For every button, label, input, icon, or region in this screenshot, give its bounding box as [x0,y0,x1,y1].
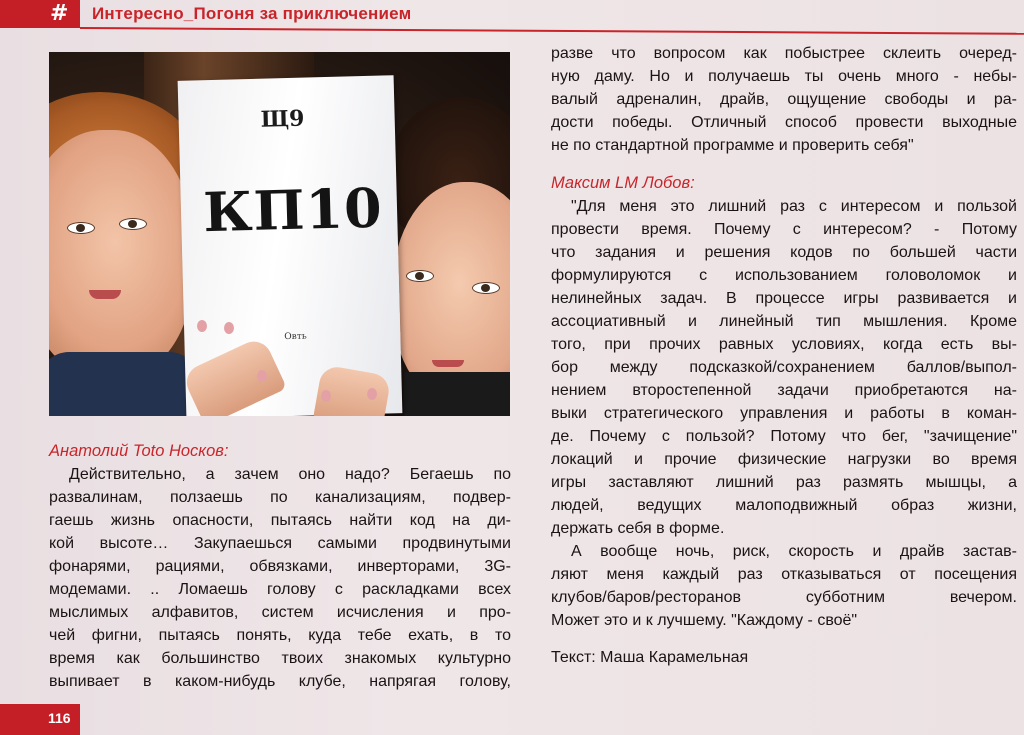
text-line: держать себя в форме. [551,520,725,537]
text-line: фонарями, рациями, обвязками, инверторами, 3G- [49,558,511,575]
text-line: того, при прочих равных условиях, когда есть вы- [551,336,1017,353]
text-line: что задания и решения кодов по большей части [551,244,1017,261]
text-line: валый адреналин, драйв, ощущение свободы и ра- [551,91,1017,108]
text-line: выпивает в каком-нибудь клубе, напрягая голову, [49,673,511,690]
text-line: А вообще ночь, риск, скорость и драйв застав- [571,543,1017,560]
text-line: нелинейных задач. В процессе игры развивается и [551,290,1017,307]
section-title: Интересно_Погоня за приключением [92,4,412,23]
text-line: выки стратегического управления и работы в коман- [551,405,1017,422]
text-line: Может это и к лучшему. "Каждому - своё" [551,612,858,629]
text-line: локаций и прочие физические нагрузки во время [551,451,1017,468]
face-left-woman [49,130,194,380]
text-line: ляют меня каждый раз отказываться от посещения [551,566,1017,583]
section-hash-icon: # [50,1,69,26]
text-line: де. Почему с пользой? Потому что бег, "зачищение" [551,428,1017,445]
sign-checkpoint: КП10 [202,175,384,245]
text-line: клубов/баров/ресторанов субботним вечером. [551,589,1017,606]
text-line: провести время. Почему с интересом? - Потому [551,221,1017,238]
eye [119,218,147,230]
text-line: дости победы. Отличный способ провести выходные [551,114,1017,131]
text-line: Действительно, а зачем оно надо? Бегаешь по [69,466,511,483]
eye [406,270,434,282]
eye [67,222,95,234]
text-line: чей фигни, пытаясь понять, куда тебе ехать, в то [49,627,511,644]
text-line: игры заставляют лишний раз размять мышцы, а [551,474,1017,491]
nail [224,322,234,334]
nail [197,320,207,332]
sign-small-text: Овть [284,331,307,343]
text-line: бор между подсказкой/сохранением баллов/выпол- [551,359,1017,376]
author-credit: Текст: Маша Карамельная [551,649,749,666]
text-line: людей, ведущих малоподвижный образ жизни, [551,497,1017,514]
text-line: гаешь жизнь опасности, пытаясь найти код на ди- [49,512,511,529]
eye [472,282,500,294]
mouth [89,290,121,299]
author-name: Анатолий Toto Носков: [49,442,229,460]
nail [257,370,267,382]
sign-code: Щ9 [260,105,305,133]
text-line: формулируются с использованием головоломок и [551,267,1017,284]
text-line: "Для меня это лишний раз с интересом и пользой [571,198,1017,215]
text-line: ную даму. Но и получаешь ты очень много - небы- [551,68,1017,85]
page-number: 116 [48,710,71,726]
article-photo [49,52,510,416]
text-line: модемами. .. Ломаешь голову с раскладками всех [49,581,511,598]
mouth [432,360,464,367]
header-rule [80,27,1024,35]
text-line: ассоциативный и линейный тип мышления. Кроме [551,313,1017,330]
nail [321,390,331,402]
text-line: мыслимых алфавитов, систем исчисления и про- [49,604,511,621]
jacket-right-woman [404,372,510,416]
text-line: нением второстепенной задачи приобретаются на- [551,382,1017,399]
text-line: кой высоте… Закупаешься самыми продвинутыми [49,535,511,552]
right-column [551,42,1017,669]
text-line: развалинам, ползаешь по канализациям, подвер- [49,489,511,506]
left-column [49,440,511,693]
text-line: разве что вопросом как побыстрее склеить очеред- [551,45,1017,62]
author-name: Максим LM Лобов: [551,174,695,192]
text-line: не по стандартной программе и проверить себя" [551,137,914,154]
jacket-left-woman [49,352,199,416]
nail [367,388,377,400]
text-line: время как большинство твоих знакомых культурно [49,650,511,667]
